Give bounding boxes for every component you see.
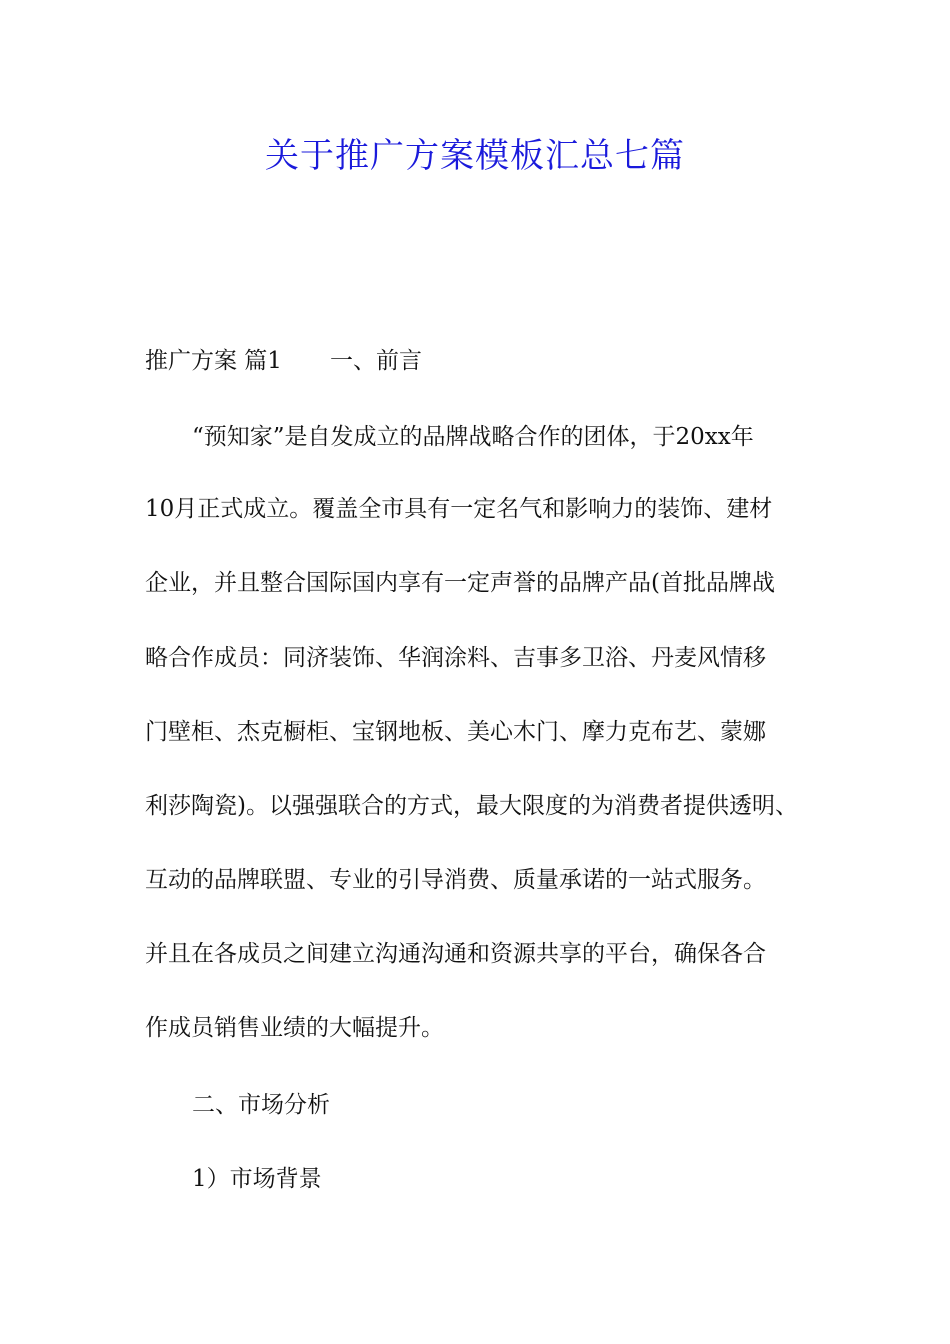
paragraph-line: 互动的品牌联盟、专业的引导消费、质量承诺的一站式服务。: [145, 867, 766, 893]
section-label: 推广方案 篇1: [145, 348, 282, 374]
paragraph-line: 作成员销售业绩的大幅提升。: [145, 1015, 444, 1041]
paragraph-line: “预知家”是自发成立的品牌战略合作的团体，于20xx年: [192, 424, 754, 450]
heading-market-analysis: 二、市场分析: [192, 1092, 330, 1118]
document-title: 关于推广方案模板汇总七篇: [265, 136, 685, 176]
paragraph-line: 利莎陶瓷)。以强强联合的方式，最大限度的为消费者提供透明、: [145, 793, 798, 819]
paragraph-line: 门壁柜、杰克橱柜、宝钢地板、美心木门、摩力克布艺、蒙娜: [145, 719, 766, 745]
subheading-market-background: 1）市场背景: [192, 1166, 322, 1192]
section-intro-line: [145, 346, 422, 376]
section-heading: 一、前言: [329, 348, 422, 374]
paragraph-line: 企业，并且整合国际国内享有一定声誉的品牌产品(首批品牌战: [145, 570, 775, 596]
paragraph-line: 并且在各成员之间建立沟通沟通和资源共享的平台，确保各合: [145, 941, 766, 967]
paragraph-line: 略合作成员：同济装饰、华润涂料、吉事多卫浴、丹麦风情移: [145, 645, 766, 671]
paragraph-line: 10月正式成立。覆盖全市具有一定名气和影响力的装饰、建材: [145, 496, 773, 522]
